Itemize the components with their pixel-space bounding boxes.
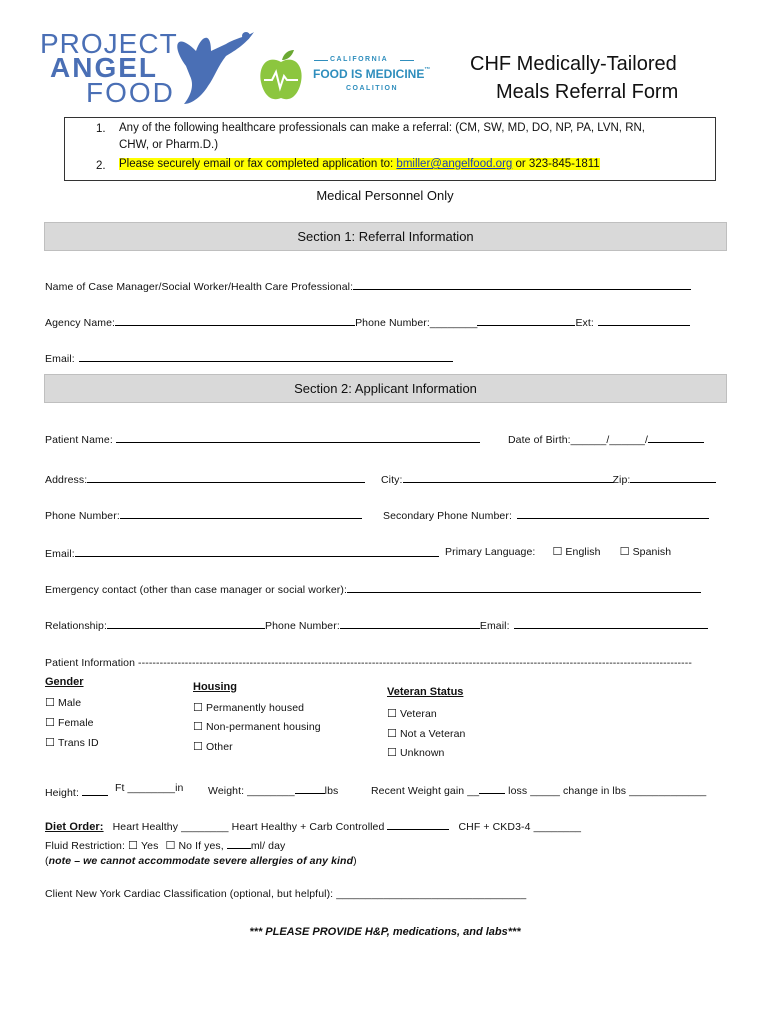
instruction-2-number: 2. xyxy=(96,160,106,172)
gender-trans-label: Trans ID xyxy=(57,737,99,749)
medical-personnel-only: Medical Personnel Only xyxy=(316,188,454,203)
veteran-title: Veteran Status xyxy=(387,686,464,698)
fluid-no-label: No If yes, xyxy=(178,840,227,852)
address-row xyxy=(45,471,365,486)
fluid-row xyxy=(45,837,285,852)
agency-phone-label: Phone Number:________ xyxy=(355,317,478,329)
patient-name-label: Patient Name: xyxy=(45,434,113,446)
rel-email-label: Email: xyxy=(479,620,510,632)
instruction-2-fax: or 323-845-1811 xyxy=(512,158,600,170)
s1-email-field[interactable] xyxy=(79,350,453,362)
patient-name-row xyxy=(45,431,480,446)
gender-male-label: Male xyxy=(57,697,82,709)
agency-row xyxy=(45,314,690,329)
veteran-unknown-label: Unknown xyxy=(399,747,445,759)
note-close-paren: ) xyxy=(353,855,357,867)
allergy-note xyxy=(45,855,357,867)
language-row xyxy=(445,545,671,558)
weight-row xyxy=(208,782,338,797)
spanish-checkbox[interactable] xyxy=(620,546,633,558)
housing-other-label: Other xyxy=(205,741,233,753)
rel-email-field[interactable] xyxy=(514,617,708,629)
fluid-label: Fluid Restriction: xyxy=(45,840,125,852)
veteran-unknown[interactable] xyxy=(387,746,444,759)
fluid-no-checkbox[interactable] xyxy=(165,840,178,852)
city-zip-row xyxy=(381,471,716,486)
patient-info-divider: Patient Information ---------------------------------------------------------------------------------------------------------------------------------------------------------- xyxy=(45,657,692,669)
agency-phone-field[interactable] xyxy=(477,314,575,326)
gender-female[interactable] xyxy=(45,716,94,729)
note-open-paren: ( xyxy=(45,855,49,867)
diet-order-row xyxy=(45,818,581,833)
address-label: Address: xyxy=(45,474,88,486)
form-title xyxy=(470,50,700,106)
s1-email-row xyxy=(45,350,453,365)
zip-label: Zip: xyxy=(612,474,631,486)
project-angel-food-logo xyxy=(38,28,253,110)
dob-label: Date of Birth:______/______/ xyxy=(508,434,648,446)
instruction-1: Any of the following healthcare professionals can make a referral: (CM, SW, MD, DO, NP, PA, LVN, RN, xyxy=(119,122,646,134)
gender-female-label: Female xyxy=(57,717,94,729)
emergency-field[interactable] xyxy=(347,581,701,593)
recent-weight-label: Recent Weight gain __ xyxy=(371,785,480,797)
chf-ckd-label: CHF + CKD3-4 ________ xyxy=(455,821,582,833)
instructions-box xyxy=(64,117,716,181)
housing-non-permanent-label: Non-permanent housing xyxy=(205,721,321,733)
secondary-phone-label: Secondary Phone Number: xyxy=(383,510,512,522)
fim-california: CALIFORNIA xyxy=(330,56,389,63)
form-title-line1: CHF Medically-Tailored xyxy=(470,53,677,75)
relationship-row xyxy=(45,617,708,632)
height-inches xyxy=(115,782,183,794)
provide-docs-note: *** PLEASE PROVIDE H&P, medications, and labs*** xyxy=(249,926,521,938)
section-2-header: Section 2: Applicant Information xyxy=(44,374,727,403)
primary-language-label: Primary Language: xyxy=(445,546,536,558)
gender-male[interactable] xyxy=(45,696,81,709)
dob-row xyxy=(508,431,704,446)
english-label: English xyxy=(565,546,601,558)
recent-weight-row xyxy=(371,782,706,797)
food-is-medicine-logo xyxy=(258,48,458,106)
weight-label: Weight: ________ xyxy=(208,785,295,797)
case-manager-row xyxy=(45,278,691,293)
instruction-2-text: Please securely email or fax completed application to: xyxy=(119,158,397,170)
fim-main-text xyxy=(313,67,430,81)
relationship-label: Relationship: xyxy=(45,620,108,632)
fluid-ml-field[interactable] xyxy=(227,837,251,849)
dob-year-field[interactable] xyxy=(648,431,704,443)
rel-phone-field[interactable] xyxy=(340,617,480,629)
diet-options: Heart Healthy ________ Heart Healthy + Carb Controlled xyxy=(112,821,388,833)
s2-email-row xyxy=(45,545,439,560)
secondary-phone-row xyxy=(383,507,709,522)
ext-field[interactable] xyxy=(598,314,690,326)
logo-text-angel: ANGEL xyxy=(50,52,158,83)
fim-coalition: COALITION xyxy=(346,85,398,92)
housing-permanent-label: Permanently housed xyxy=(205,702,305,714)
english-checkbox[interactable] xyxy=(552,546,565,558)
fluid-yes-label: Yes xyxy=(141,840,159,852)
veteran-no-label: Not a Veteran xyxy=(399,728,466,740)
lbs-label: lbs xyxy=(324,785,339,797)
fim-trademark: ™ xyxy=(424,67,431,73)
relationship-field[interactable] xyxy=(107,617,265,629)
secondary-phone-field[interactable] xyxy=(517,507,709,519)
diet-order-label: Diet Order: xyxy=(45,821,104,833)
referral-email-link[interactable]: bmiller@angelfood.org xyxy=(396,158,513,170)
ext-label: Ext: xyxy=(575,317,594,329)
angel-icon xyxy=(166,26,256,106)
fim-main-label: FOOD IS MEDICINE xyxy=(313,67,425,81)
s2-email-label: Email: xyxy=(45,548,75,560)
height-ft-in-label: Ft ________in xyxy=(115,782,184,794)
s1-email-label: Email: xyxy=(45,353,75,365)
nyha-row: Client New York Cardiac Classification (optional, but helpful): ________________________________ xyxy=(45,888,527,900)
city-field[interactable] xyxy=(403,471,613,483)
zip-field[interactable] xyxy=(630,471,716,483)
patient-name-field[interactable] xyxy=(116,431,480,443)
loss-change-label: loss _____ change in lbs _____________ xyxy=(505,785,707,797)
veteran-no[interactable] xyxy=(387,727,465,740)
address-field[interactable] xyxy=(87,471,365,483)
section-1-header: Section 1: Referral Information xyxy=(44,222,727,251)
instruction-2 xyxy=(119,158,600,170)
agency-field[interactable] xyxy=(115,314,355,326)
housing-title: Housing xyxy=(193,681,237,693)
height-ft-field[interactable] xyxy=(82,784,108,796)
carb-controlled-field[interactable] xyxy=(387,818,449,830)
fim-rule-top-right xyxy=(400,60,414,61)
housing-permanent[interactable] xyxy=(193,701,304,714)
instruction-1-cont: CHW, or Pharm.D.) xyxy=(119,139,219,151)
rel-phone-label: Phone Number: xyxy=(265,620,340,632)
emergency-label: Emergency contact (other than case manager or social worker): xyxy=(45,584,347,596)
housing-other[interactable] xyxy=(193,740,233,753)
veteran-yes-label: Veteran xyxy=(399,708,437,720)
gain-field[interactable] xyxy=(479,782,505,794)
fim-rule-top xyxy=(314,60,328,61)
phone-row xyxy=(45,507,362,522)
spanish-label: Spanish xyxy=(632,546,672,558)
weight-field[interactable] xyxy=(295,782,325,794)
housing-non-permanent[interactable] xyxy=(193,720,321,733)
case-manager-field[interactable] xyxy=(353,278,691,290)
logo-text-project: PROJECT xyxy=(40,28,178,59)
phone-label: Phone Number: xyxy=(45,510,120,522)
instruction-1-number: 1. xyxy=(96,123,106,135)
case-manager-label: Name of Case Manager/Social Worker/Health Care Professional: xyxy=(45,281,354,293)
phone-field[interactable] xyxy=(120,507,362,519)
fluid-yes-checkbox[interactable] xyxy=(128,840,141,852)
ml-day-label: ml/ day xyxy=(250,840,286,852)
s2-email-field[interactable] xyxy=(75,545,439,557)
veteran-yes[interactable] xyxy=(387,707,437,720)
gender-title: Gender xyxy=(45,676,84,688)
height-row xyxy=(45,784,108,799)
apple-heartbeat-icon xyxy=(258,48,304,104)
city-label: City: xyxy=(381,474,403,486)
height-label: Height: xyxy=(45,787,82,799)
emergency-row xyxy=(45,581,701,596)
logo-text-food: FOOD xyxy=(86,77,175,108)
form-title-line2: Meals Referral Form xyxy=(496,81,679,103)
gender-trans[interactable] xyxy=(45,736,99,749)
note-text: note – we cannot accommodate severe allergies of any kind xyxy=(48,855,354,867)
agency-label: Agency Name: xyxy=(45,317,116,329)
